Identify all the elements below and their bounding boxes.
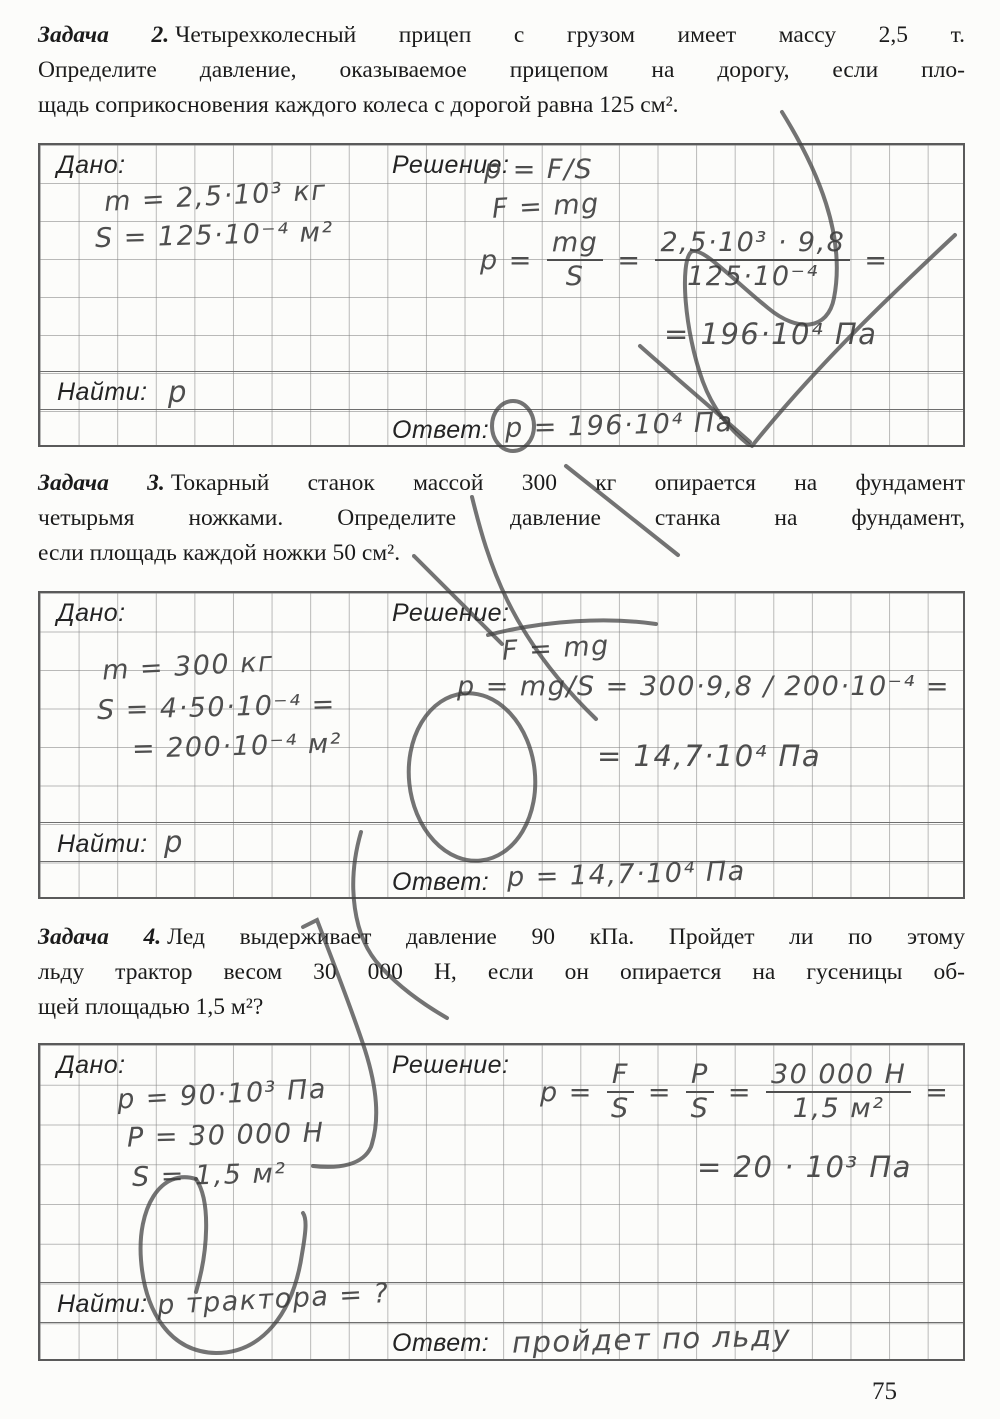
find-value: p	[168, 375, 188, 409]
solution-label: Решение:	[392, 1051, 510, 1079]
fraction-denominator: S	[690, 1093, 710, 1125]
divider	[40, 1282, 963, 1283]
work-box-task2	[38, 143, 965, 447]
problem-text: Четырехколесный прицеп с грузом имеет массу 2,5 т.	[175, 22, 965, 48]
solution-result: = 14,7·10⁴ Па	[597, 739, 822, 773]
fraction-denominator: S	[611, 1093, 630, 1125]
given-line: = 200·10⁻⁴ м²	[131, 728, 343, 765]
task-label: Задача 4.	[38, 924, 162, 950]
work-box-task4	[38, 1043, 965, 1361]
fraction-numerator: 30 000 Н	[766, 1061, 911, 1093]
find-label: Найти:	[57, 1290, 148, 1318]
fraction-denominator: S	[565, 261, 585, 293]
answer-label: Ответ:	[392, 868, 490, 896]
problem-2-paragraph	[38, 18, 965, 123]
problem-line: льду трактор весом 30 000 Н, если он опирается на гусеницы об-	[38, 959, 965, 985]
problem-line	[38, 466, 965, 501]
fraction	[766, 1061, 911, 1124]
answer-label: Ответ:	[392, 1329, 490, 1357]
solution-result: = 196·10⁴ Па	[664, 317, 878, 351]
given-line: S = 125·10⁻⁴ м²	[94, 216, 335, 255]
work-box-task3	[38, 591, 965, 899]
given-line: p = 90·10³ Па	[116, 1073, 328, 1116]
divider	[40, 822, 963, 823]
find-value: p	[164, 825, 184, 859]
solution-label: Решение:	[392, 151, 510, 179]
problem-line: щей площадью 1,5 м²?	[38, 994, 264, 1020]
fraction-numerator: P	[686, 1061, 714, 1093]
answer-text: p = 14,7·10⁴ Па	[506, 855, 747, 894]
problem-3-paragraph	[38, 466, 965, 571]
hw-symbol: p =	[480, 244, 533, 276]
find-value: p трактора = ?	[156, 1277, 391, 1322]
divider	[40, 861, 963, 862]
given-line: P = 30 000 Н	[126, 1117, 325, 1154]
find-label: Найти:	[57, 378, 148, 406]
problem-line: если площадь каждой ножки 50 см².	[38, 540, 401, 566]
problem-line: Определите давление, оказываемое прицепом на дорогу, если пло-	[38, 57, 965, 83]
given-line: S = 4·50·10⁻⁴ =	[96, 688, 337, 727]
problem-4-paragraph	[38, 920, 965, 1025]
answer-label: Ответ:	[392, 416, 490, 444]
solution-line: F = mg	[501, 630, 611, 667]
task-label: Задача 3.	[38, 470, 165, 496]
solution-line: p = F/S	[484, 154, 594, 185]
hw-symbol: =	[925, 1076, 950, 1108]
solution-line	[540, 1061, 949, 1124]
divider	[40, 409, 963, 410]
divider	[40, 1322, 963, 1323]
problem-text: Лед выдерживает давление 90 кПа. Пройдет ли по этому	[167, 924, 965, 950]
hw-symbol: =	[727, 1076, 752, 1108]
given-line: m = 300 кг	[101, 646, 275, 687]
given-label: Дано:	[57, 151, 126, 179]
hw-symbol: =	[647, 1076, 673, 1108]
fraction	[547, 229, 603, 292]
answer-text: p = 196·10⁴ Па	[504, 407, 735, 444]
problem-text: Токарный станок массой 300 кг опирается на фундамент	[170, 470, 965, 496]
fraction	[607, 1061, 634, 1124]
problem-line	[38, 18, 965, 53]
divider	[40, 371, 963, 372]
given-label: Дано:	[57, 599, 126, 627]
fraction-numerator: 2,5·10³ · 9,8	[655, 229, 850, 261]
given-label: Дано:	[57, 1051, 126, 1079]
page-number: 75	[872, 1378, 897, 1405]
fraction-denominator: 125·10⁻⁴	[687, 261, 819, 293]
hw-symbol: p =	[540, 1076, 593, 1108]
task-label: Задача 2.	[38, 22, 170, 48]
hw-symbol: =	[617, 244, 642, 276]
fraction-numerator: mg	[547, 229, 603, 261]
problem-line: щадь соприкосновения каждого колеса с дорогой равна 125 см².	[38, 92, 679, 118]
answer-text: пройдет по льду	[511, 1318, 792, 1360]
solution-line: p = mg/S = 300·9,8 / 200·10⁻⁴ =	[457, 671, 950, 702]
solution-line: F = mg	[491, 188, 601, 225]
given-line: m = 2,5·10³ кг	[103, 175, 328, 218]
given-line: S = 1,5 м²	[131, 1157, 288, 1194]
find-label: Найти:	[57, 830, 148, 858]
fraction	[655, 229, 850, 292]
hw-symbol: =	[864, 244, 889, 276]
problem-line: четырьмя ножками. Определите давление станка на фундамент,	[38, 505, 965, 531]
fraction-numerator: F	[607, 1061, 634, 1093]
problem-line	[38, 920, 965, 955]
solution-result: = 20 · 10³ Па	[697, 1150, 912, 1184]
fraction-denominator: 1,5 м²	[792, 1093, 885, 1125]
solution-label: Решение:	[392, 599, 510, 627]
solution-line	[480, 229, 888, 292]
fraction	[686, 1061, 714, 1124]
